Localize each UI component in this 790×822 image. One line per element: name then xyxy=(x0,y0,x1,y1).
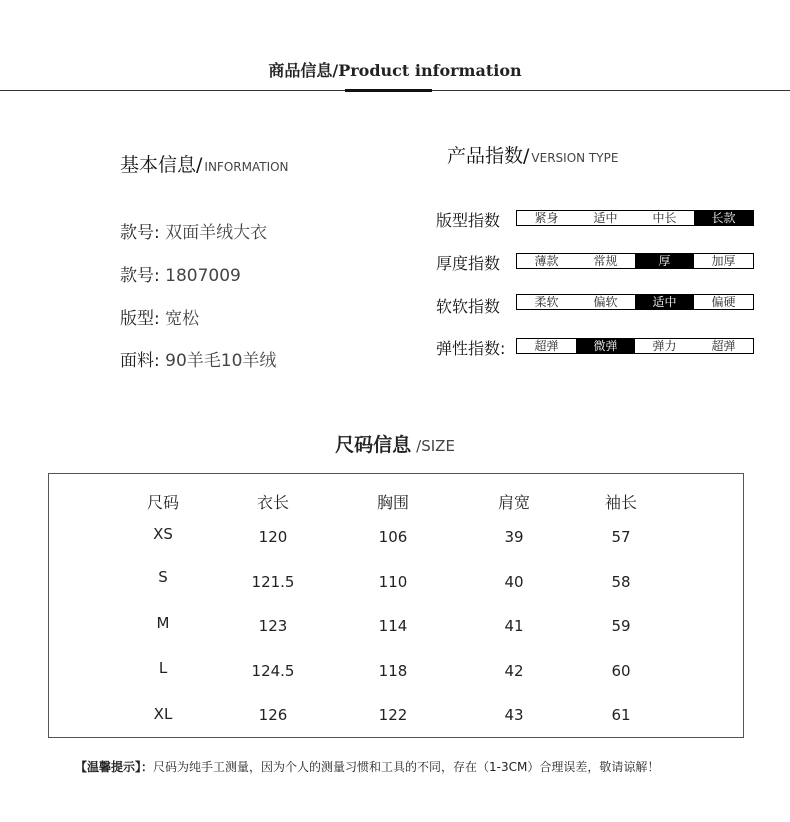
notice xyxy=(75,758,659,775)
table-cell: 121.5 xyxy=(251,573,295,591)
size-info-title: 尺码信息 xyxy=(335,434,412,456)
index-label-softness: 软软指数 xyxy=(436,297,501,316)
table-cell: 124.5 xyxy=(251,662,295,680)
header-accent-bar xyxy=(345,89,432,92)
index-bar-thickness xyxy=(516,253,754,269)
info-value: 90羊毛10羊绒 xyxy=(165,351,277,371)
index-bar-fit xyxy=(516,210,754,226)
table-cell: 61 xyxy=(611,706,631,724)
index-option: 适中 xyxy=(593,211,618,225)
basic-info-title: 基本信息/ xyxy=(120,154,203,176)
product-index-title: 产品指数/ xyxy=(447,145,530,167)
info-value: 双面羊绒大衣 xyxy=(165,223,268,243)
table-cell: 58 xyxy=(611,573,631,591)
index-option: 偏软 xyxy=(593,295,618,309)
index-option: 弹力 xyxy=(652,339,677,353)
index-label-elasticity: 弹性指数: xyxy=(436,339,506,358)
table-cell: 40 xyxy=(504,573,524,591)
basic-info-heading xyxy=(120,150,289,177)
index-option: 薄款 xyxy=(534,254,559,268)
info-label: 款号: xyxy=(120,266,160,286)
index-option: 常规 xyxy=(593,254,618,268)
info-value: 1807009 xyxy=(165,266,241,286)
product-index-subtitle: VERSION TYPE xyxy=(531,151,619,165)
table-cell: S xyxy=(158,568,168,586)
table-cell: 57 xyxy=(611,528,631,546)
index-label-thickness: 厚度指数 xyxy=(436,254,501,273)
table-cell: L xyxy=(158,659,168,677)
info-row-fit xyxy=(120,304,199,329)
index-option: 柔软 xyxy=(534,295,559,309)
table-cell: 122 xyxy=(378,706,408,724)
table-cell: XS xyxy=(153,525,173,543)
index-option: 紧身 xyxy=(534,211,559,225)
info-row-style-number xyxy=(120,261,241,286)
table-header: 尺码 xyxy=(146,493,180,512)
table-header: 衣长 xyxy=(256,493,290,512)
info-label: 面料: xyxy=(120,351,160,371)
page-title: 商品信息/Product information xyxy=(268,61,522,80)
table-cell: 59 xyxy=(611,617,631,635)
info-row-fabric xyxy=(120,346,276,371)
table-cell: 126 xyxy=(258,706,288,724)
index-option-selected: 厚 xyxy=(635,254,694,268)
info-value: 宽松 xyxy=(165,309,200,329)
index-option: 偏硬 xyxy=(711,295,736,309)
index-option-selected: 微弹 xyxy=(576,339,635,353)
info-label: 版型: xyxy=(120,309,160,329)
table-cell: 110 xyxy=(378,573,408,591)
index-option: 加厚 xyxy=(711,254,736,268)
index-bar-softness xyxy=(516,294,754,310)
index-option-selected: 长款 xyxy=(694,211,753,225)
table-cell: 43 xyxy=(504,706,524,724)
index-option: 超弹 xyxy=(534,339,559,353)
notice-text: 尺码为纯手工测量，因为个人的测量习惯和工具的不同，存在（1-3CM）合理误差，敬请谅解！ xyxy=(153,760,660,774)
index-label-fit: 版型指数 xyxy=(436,211,501,230)
info-label: 款号: xyxy=(120,223,160,243)
table-header: 袖长 xyxy=(604,493,638,512)
table-cell: 106 xyxy=(378,528,408,546)
notice-tip-label: 【温馨提示】： xyxy=(75,760,154,774)
table-header: 胸围 xyxy=(376,493,410,512)
info-row-style-name xyxy=(120,218,267,243)
table-header: 肩宽 xyxy=(497,493,531,512)
table-cell: 123 xyxy=(258,617,288,635)
size-table xyxy=(48,473,744,738)
product-index-heading xyxy=(447,141,618,168)
table-cell: 41 xyxy=(504,617,524,635)
table-cell: 60 xyxy=(611,662,631,680)
index-option: 超弹 xyxy=(711,339,736,353)
index-bar-elasticity xyxy=(516,338,754,354)
table-cell: 42 xyxy=(504,662,524,680)
index-option-selected: 适中 xyxy=(635,295,694,309)
table-cell: XL xyxy=(153,705,173,723)
table-cell: 120 xyxy=(258,528,288,546)
table-cell: 114 xyxy=(378,617,408,635)
size-info-heading xyxy=(0,430,790,457)
index-option: 中长 xyxy=(652,211,677,225)
table-cell: M xyxy=(156,614,170,632)
size-info-subtitle: /SIZE xyxy=(416,437,455,455)
basic-info-subtitle: INFORMATION xyxy=(204,160,289,174)
table-cell: 118 xyxy=(378,662,408,680)
table-cell: 39 xyxy=(504,528,524,546)
